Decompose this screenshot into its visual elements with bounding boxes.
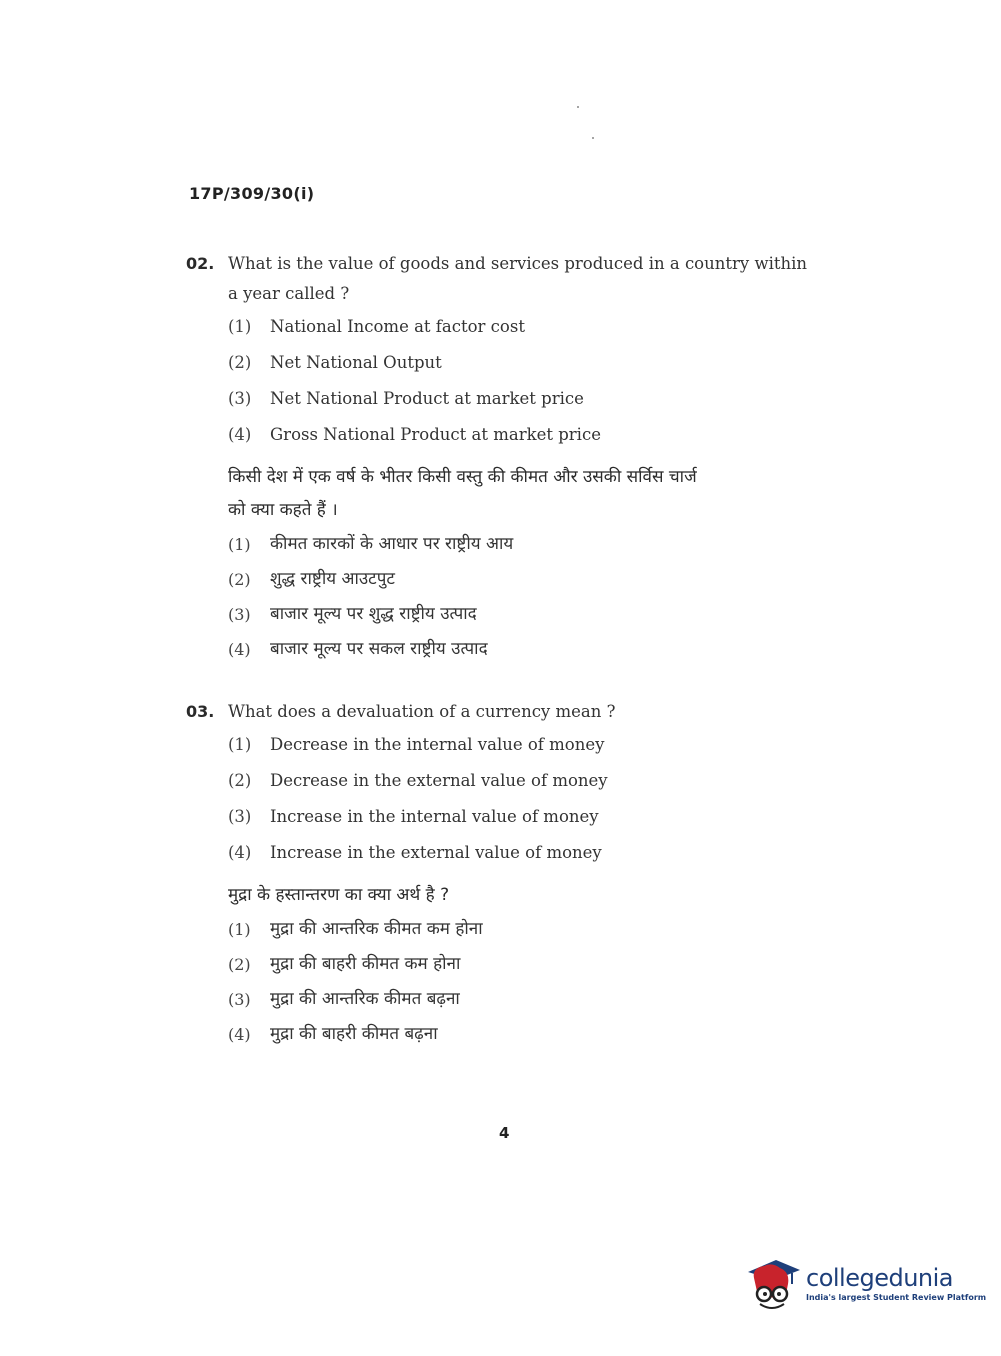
option-list-english (186, 309, 826, 453)
question-text-line: What is the value of goods and services produced in a country within (228, 254, 808, 273)
option-item (228, 763, 826, 799)
hindi-question-line: मुद्रा के हस्तान्तरण का क्या अर्थ है ? (228, 885, 450, 905)
question-number: 03. (186, 702, 215, 721)
option-number: (1) (228, 735, 252, 754)
question-03 (186, 697, 826, 1052)
option-list-hindi (186, 912, 826, 1052)
option-text: Gross National Product at market price (270, 425, 601, 444)
option-item (228, 527, 826, 562)
option-number: (4) (228, 640, 251, 659)
brand-name: collegedunia (806, 1264, 954, 1292)
option-number: (2) (228, 771, 252, 790)
option-item (228, 799, 826, 835)
option-item (228, 597, 826, 632)
option-item (228, 562, 826, 597)
option-item (228, 345, 826, 381)
option-number: (3) (228, 389, 252, 408)
question-text (228, 697, 826, 727)
option-text: बाजार मूल्य पर सकल राष्ट्रीय उत्पाद (270, 639, 488, 659)
option-text: शुद्ध राष्ट्रीय आउटपुट (270, 569, 395, 589)
option-number: (1) (228, 317, 252, 336)
option-list-english (186, 727, 826, 871)
option-number: (4) (228, 1025, 251, 1044)
option-text: मुद्रा की बाहरी कीमत कम होना (270, 954, 461, 974)
option-item (228, 1017, 826, 1052)
option-item (228, 381, 826, 417)
collegedunia-watermark (742, 1252, 987, 1316)
option-item (228, 309, 826, 345)
option-number: (3) (228, 807, 252, 826)
option-number: (3) (228, 605, 251, 624)
option-number: (2) (228, 570, 251, 589)
hindi-question-line: को क्या कहते हैं । (228, 500, 338, 520)
option-text: National Income at factor cost (270, 317, 525, 336)
question-number: 02. (186, 254, 215, 273)
option-item (228, 947, 826, 982)
hindi-translation (186, 461, 826, 667)
hindi-question-line: किसी देश में एक वर्ष के भीतर किसी वस्तु की कीमत और उसकी सर्विस चार्ज (228, 467, 697, 487)
option-number: (2) (228, 353, 252, 372)
option-number: (1) (228, 535, 251, 554)
option-number: (2) (228, 955, 251, 974)
question-text-line: What does a devaluation of a currency mean ? (228, 702, 616, 721)
option-number: (4) (228, 425, 252, 444)
option-item (228, 727, 826, 763)
option-text: Decrease in the external value of money (270, 771, 608, 790)
scan-speck (592, 137, 594, 139)
option-text: Net National Product at market price (270, 389, 584, 408)
question-header (186, 249, 826, 309)
option-text: Increase in the external value of money (270, 843, 602, 862)
option-number: (4) (228, 843, 252, 862)
brand-text (806, 1264, 986, 1304)
option-text: बाजार मूल्य पर शुद्ध राष्ट्रीय उत्पाद (270, 604, 477, 624)
question-02 (186, 249, 826, 667)
option-list-hindi (186, 527, 826, 667)
option-number: (3) (228, 990, 251, 1009)
option-item (228, 417, 826, 453)
question-text (228, 249, 826, 309)
option-text: मुद्रा की आन्तरिक कीमत बढ़ना (270, 989, 460, 1009)
student-mascot-icon (742, 1254, 802, 1314)
option-text: Decrease in the internal value of money (270, 735, 605, 754)
hindi-translation (186, 879, 826, 1052)
brand-tagline: India's largest Student Review Platform (806, 1293, 987, 1302)
question-header (186, 697, 826, 727)
option-item (228, 835, 826, 871)
option-text: Increase in the internal value of money (270, 807, 599, 826)
option-text: कीमत कारकों के आधार पर राष्ट्रीय आय (270, 534, 514, 554)
option-text: Net National Output (270, 353, 442, 372)
option-item (228, 912, 826, 947)
page-number: 4 (499, 1124, 510, 1142)
scan-speck (577, 106, 579, 108)
option-number: (1) (228, 920, 251, 939)
paper-code: 17P/309/30(i) (189, 184, 315, 203)
option-text: मुद्रा की बाहरी कीमत बढ़ना (270, 1024, 438, 1044)
question-text-line: a year called ? (228, 284, 350, 303)
option-text: मुद्रा की आन्तरिक कीमत कम होना (270, 919, 483, 939)
option-item (228, 982, 826, 1017)
option-item (228, 632, 826, 667)
